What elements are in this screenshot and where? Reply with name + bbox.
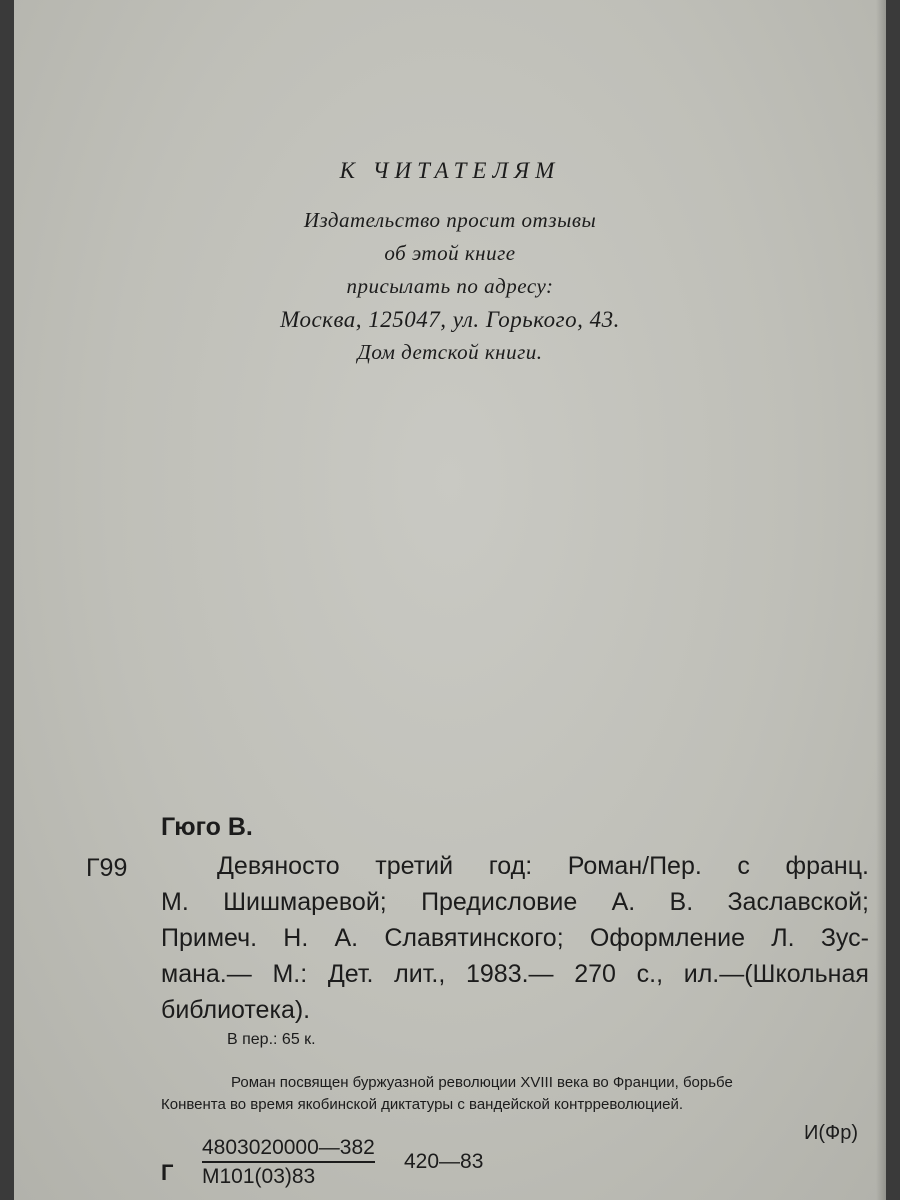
description-word: М.: bbox=[272, 960, 308, 988]
catalog-letter: Г bbox=[161, 1160, 174, 1185]
classification-code: И(Фр) bbox=[804, 1122, 859, 1144]
description-word: ил.—(Школьная bbox=[683, 960, 869, 988]
description-word: библиотека). bbox=[161, 996, 311, 1024]
catalog-fraction bbox=[202, 1136, 375, 1189]
description-line bbox=[161, 848, 869, 884]
description-line bbox=[161, 956, 869, 992]
reader-notice-line: Дом детской книги. bbox=[357, 340, 543, 364]
reader-notice-heading: К ЧИТАТЕЛЯМ bbox=[339, 158, 561, 183]
description-word: Н. bbox=[283, 924, 309, 952]
description-word: 1983.— bbox=[465, 960, 554, 988]
description-word: М. bbox=[161, 888, 189, 916]
description-word: Роман/Пер. bbox=[567, 852, 702, 880]
reader-notice bbox=[14, 158, 886, 369]
description-word: Заславской; bbox=[727, 888, 869, 916]
price: В пер.: 65 к. bbox=[227, 1031, 316, 1048]
description-line bbox=[161, 992, 869, 1028]
book-annotation bbox=[161, 1072, 871, 1116]
fraction-denominator: М101(03)83 bbox=[202, 1165, 316, 1188]
description-word: год: bbox=[488, 852, 533, 880]
description-line bbox=[161, 884, 869, 920]
description-word: Славятинского; bbox=[384, 924, 564, 952]
description-word: А. bbox=[334, 924, 359, 952]
description-word: А. bbox=[611, 888, 636, 916]
description-word: Примеч. bbox=[161, 924, 258, 952]
description-word: с., bbox=[636, 960, 664, 988]
annotation-line: Роман посвящен буржуазной революции XVIII века во Франции, борьбе bbox=[231, 1074, 733, 1091]
catalog-index-code: Г99 bbox=[86, 854, 128, 882]
reader-notice-address: Москва, 125047, ул. Горького, 43. bbox=[280, 307, 620, 332]
description-word: Предисловие bbox=[421, 888, 578, 916]
fraction-numerator: 4803020000—382 bbox=[202, 1136, 375, 1163]
description-word: Дет. bbox=[327, 960, 374, 988]
description-word: франц. bbox=[785, 852, 869, 880]
description-word: лит., bbox=[394, 960, 446, 988]
annotation-line: Конвента во время якобинской диктатуры с вандейской контрреволюцией. bbox=[161, 1096, 683, 1113]
description-word: третий bbox=[375, 852, 454, 880]
catalog-author: Гюго В. bbox=[161, 813, 253, 841]
description-word: Шишмаревой; bbox=[223, 888, 387, 916]
reader-notice-line: присылать по адресу: bbox=[346, 274, 554, 298]
reader-notice-line: Издательство просит отзывы bbox=[303, 208, 597, 232]
reader-notice-line: об этой книге bbox=[384, 241, 516, 265]
description-word: с bbox=[737, 852, 750, 880]
description-word: Девяносто bbox=[217, 852, 340, 880]
description-word: В. bbox=[669, 888, 694, 916]
description-line bbox=[161, 920, 869, 956]
description-word: Л. bbox=[771, 924, 795, 952]
catalog-description bbox=[161, 848, 869, 1028]
book-page bbox=[14, 0, 886, 1200]
description-word: Оформление bbox=[589, 924, 746, 952]
fraction-suffix: 420—83 bbox=[404, 1150, 484, 1173]
description-word: мана.— bbox=[161, 960, 252, 988]
description-word: 270 bbox=[574, 960, 616, 988]
description-word: Зус- bbox=[820, 924, 869, 952]
